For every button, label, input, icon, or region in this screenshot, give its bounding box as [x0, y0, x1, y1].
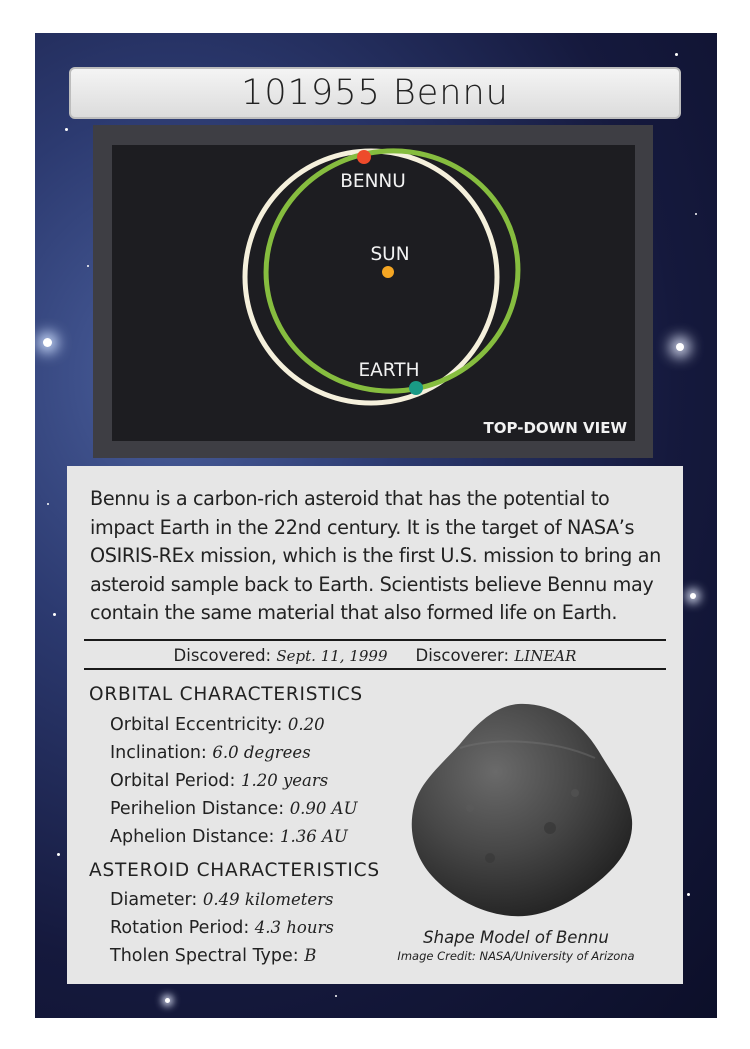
description: Bennu is a carbon-rich asteroid that has the potential to impact Earth in the 22nd century. It is the target of NASA’s OSIRIS-REx mission, which is the first U.S. mission to bring an asteroid sample back to Earth. Scientists believe Bennu may contain the same material that also formed life on Earth. — [90, 487, 661, 624]
image-credit: Image Credit: NASA/University of Arizona — [397, 949, 635, 963]
card-title: 101955 Bennu — [241, 73, 509, 113]
asteroid-item — [110, 918, 334, 938]
item-value: 4.3 hours — [254, 918, 334, 937]
star — [695, 213, 697, 215]
bennu-label: BENNU — [340, 171, 406, 192]
discovered-value: Sept. 11, 1999 — [276, 647, 388, 665]
sun-label: SUN — [370, 244, 410, 265]
divider-top — [84, 639, 666, 641]
item-label: Aphelion Distance: — [110, 827, 281, 847]
earth-label: EARTH — [358, 360, 420, 381]
orbital-item — [110, 771, 328, 791]
item-value: B — [304, 946, 317, 965]
item-label: Inclination: — [110, 743, 213, 763]
item-value: 0.20 — [287, 715, 325, 734]
asteroid-heading: ASTEROID CHARACTERISTICS — [89, 860, 380, 881]
star — [335, 995, 337, 997]
item-value: 6.0 degrees — [212, 743, 311, 762]
star — [43, 338, 52, 347]
asteroid-item — [110, 890, 334, 910]
divider-bottom — [84, 668, 666, 670]
item-label: Orbital Period: — [110, 771, 241, 791]
orbit-svg — [112, 145, 635, 441]
asteroid-item — [110, 946, 316, 966]
bennu-dot — [357, 150, 371, 164]
item-value: 1.20 years — [240, 771, 329, 790]
item-label: Diameter: — [110, 890, 203, 910]
star — [65, 128, 68, 131]
shape-model-caption: Shape Model of Bennu — [423, 928, 609, 947]
star — [47, 503, 49, 505]
item-label: Tholen Spectral Type: — [110, 946, 305, 966]
discoverer-label: Discoverer: — [415, 646, 515, 665]
orbital-heading: ORBITAL CHARACTERISTICS — [89, 684, 363, 705]
star — [165, 998, 170, 1003]
earth-dot — [409, 381, 423, 395]
star — [57, 853, 60, 856]
discovery-row — [84, 645, 666, 667]
item-label: Perihelion Distance: — [110, 799, 290, 819]
star — [687, 893, 690, 896]
orbital-item — [110, 827, 348, 847]
title-bar — [69, 67, 681, 119]
star — [676, 343, 684, 351]
item-value: 0.49 kilometers — [202, 890, 334, 909]
star — [690, 593, 696, 599]
star — [675, 53, 678, 56]
asteroid-shape-model-image — [400, 698, 640, 923]
star — [53, 613, 56, 616]
star — [87, 265, 89, 267]
item-label: Orbital Eccentricity: — [110, 715, 288, 735]
discoverer-value: LINEAR — [514, 647, 577, 665]
item-value: 1.36 AU — [280, 827, 348, 846]
discovered-label: Discovered: — [173, 646, 277, 665]
item-label: Rotation Period: — [110, 918, 255, 938]
orbital-item — [110, 715, 325, 735]
orbit-diagram — [112, 145, 635, 441]
orbital-item — [110, 743, 311, 763]
view-label: TOP-DOWN VIEW — [483, 419, 627, 437]
sun-dot — [382, 266, 394, 278]
orbital-item — [110, 799, 358, 819]
item-value: 0.90 AU — [289, 799, 358, 818]
